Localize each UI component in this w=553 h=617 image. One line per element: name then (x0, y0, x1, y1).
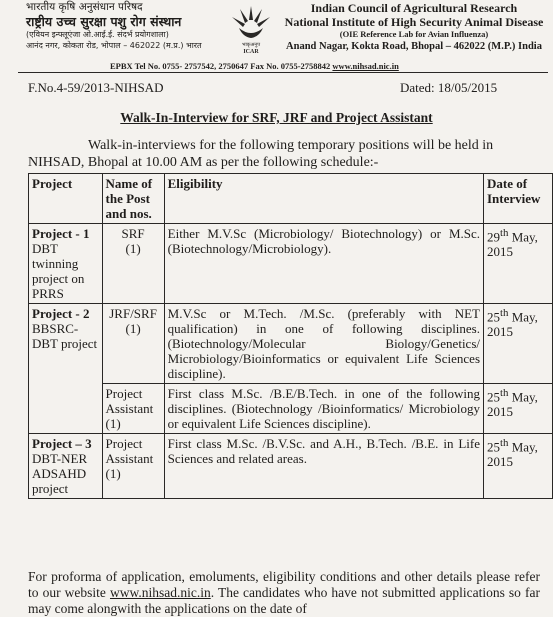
interview-day: 25 (487, 309, 500, 325)
post-count: (1) (105, 466, 121, 481)
post-cell (102, 384, 164, 434)
project-name: BBSRC-DBT project (32, 321, 98, 351)
header-eligibility: Eligibility (164, 174, 483, 224)
post-cell (102, 224, 164, 304)
logo-hindi-text: भाकृअनुप (241, 42, 261, 48)
footer-paragraph (28, 569, 540, 617)
institute-address: Anand Nagar, Kokta Road, Bhopal – 462022 (M.P.) India (286, 41, 542, 52)
interview-month: May, (508, 439, 538, 455)
council-name: Indian Council of Agricultural Research (310, 1, 518, 15)
project-cell (29, 224, 103, 304)
header-post: Name of the Post and nos. (102, 174, 164, 224)
contact-line (110, 61, 399, 71)
project-id: Project – 3 (32, 436, 92, 451)
lab-name: (OIE Reference Lab for Avian Influenza) (339, 29, 489, 39)
intro-text: Walk-in-interviews for the following temporary positions will be held in NIHSAD, Bhopal at 10.00 AM as per the following schedule:- (28, 138, 494, 170)
eligibility-cell: Either M.V.Sc (Microbiology/ Biotechnology) or M.Sc. (Biotechnology/Microbiology). (164, 224, 483, 304)
eligibility-cell: First class M.Sc. /B.V.Sc. and A.H., B.Tech. /B.E. in Life Sciences and related areas. (164, 434, 483, 499)
icar-logo (228, 4, 274, 54)
hindi-institute-name: राष्ट्रीय उच्च सुरक्षा पशु रोग संस्थान (26, 14, 182, 29)
hindi-letterhead (26, 1, 231, 51)
footer-text-before: For proforma of application, emoluments, eligibility conditions and other details please refer to our website (28, 569, 540, 600)
letterhead (0, 0, 553, 62)
header-divider (18, 72, 548, 73)
footer-website-link[interactable]: www.nihsad.nic.in (109, 585, 211, 600)
project-cell (29, 434, 103, 499)
hindi-address: आनंद नगर, कोकता रोड, भोपाल – 462022 (म.प्र.) भारत (26, 41, 202, 50)
document-title: Walk-In-Interview for SRF, JRF and Project Assistant (120, 110, 433, 125)
day-suffix: th (500, 437, 509, 449)
logo-text: ICAR (243, 49, 259, 54)
hindi-council-name: भारतीय कृषि अनुसंधान परिषद (26, 1, 143, 13)
post-count: (1) (125, 241, 141, 256)
header-website-link[interactable]: www.nihsad.nic.in (332, 61, 399, 71)
day-suffix: th (500, 227, 509, 239)
project-cell (29, 304, 103, 434)
footer-text-after: . The candidates who have not submitted applications so far may come alongwith the applications on the date of (28, 585, 540, 616)
day-suffix: th (500, 387, 509, 399)
interview-year: 2015 (487, 244, 513, 260)
schedule-table (28, 173, 553, 499)
day-suffix: th (500, 307, 509, 319)
contact-phone-fax: EPBX Tel No. 0755- 2757542, 2750647 Fax No. 0755-2758842 (110, 61, 333, 71)
date-cell (484, 434, 553, 499)
table-header-row (29, 174, 553, 224)
date-cell (484, 384, 553, 434)
file-number: F.No.4-59/2013-NIHSAD (28, 80, 164, 95)
eligibility-cell: First class M.Sc. /B.E/B.Tech. in one of the following disciplines. (Biotechnology /Bioinformatics/ Microbiology or equivalent Life Sciences discipline). (164, 384, 483, 434)
project-name: DBT-NER ADSAHD project (32, 451, 88, 496)
eligibility-cell: M.V.Sc or M.Tech. /M.Sc. (preferably with NET qualification) in one of following disciplines. (Biotechnology/Molecular Biology/Genetics/ Microbiology/Bioinformatics or equivalent Life Sciences discipline). (164, 304, 483, 384)
institute-name: National Institute of High Security Animal Disease (284, 15, 544, 29)
interview-year: 2015 (487, 404, 513, 420)
interview-year: 2015 (487, 454, 513, 470)
table-row (29, 224, 553, 304)
date-cell (484, 304, 553, 384)
date: Dated: 18/05/2015 (400, 80, 498, 95)
post-count: (1) (125, 321, 141, 336)
interview-year: 2015 (487, 324, 513, 340)
post-name: JRF/SRF (109, 306, 157, 321)
hindi-lab-name: (एवियन इन्फ्लूएंजा ओ.आई.ई. संदर्भ प्रयोगशाला) (26, 30, 169, 39)
interview-month: May, (508, 389, 538, 405)
header-date: Date of Interview (484, 174, 553, 224)
english-letterhead (278, 1, 550, 53)
interview-month: May, (508, 309, 538, 325)
interview-day: 25 (487, 389, 500, 405)
table-row (29, 304, 553, 384)
interview-day: 25 (487, 439, 500, 455)
interview-day: 29 (487, 229, 500, 245)
project-id: Project - 1 (32, 226, 90, 241)
project-id: Project - 2 (32, 306, 90, 321)
post-count: (1) (105, 416, 121, 431)
post-name: Project Assistant (105, 436, 154, 466)
interview-month: May, (508, 229, 538, 245)
project-name: DBT twinning project on PRRS (32, 241, 85, 301)
table-row (29, 434, 553, 499)
post-cell (102, 304, 164, 384)
intro-paragraph (28, 137, 543, 171)
post-name: Project Assistant (105, 386, 154, 416)
date-cell (484, 224, 553, 304)
header-project: Project (29, 174, 103, 224)
post-name: SRF (121, 226, 145, 241)
post-cell (102, 434, 164, 499)
table-row (29, 384, 553, 434)
